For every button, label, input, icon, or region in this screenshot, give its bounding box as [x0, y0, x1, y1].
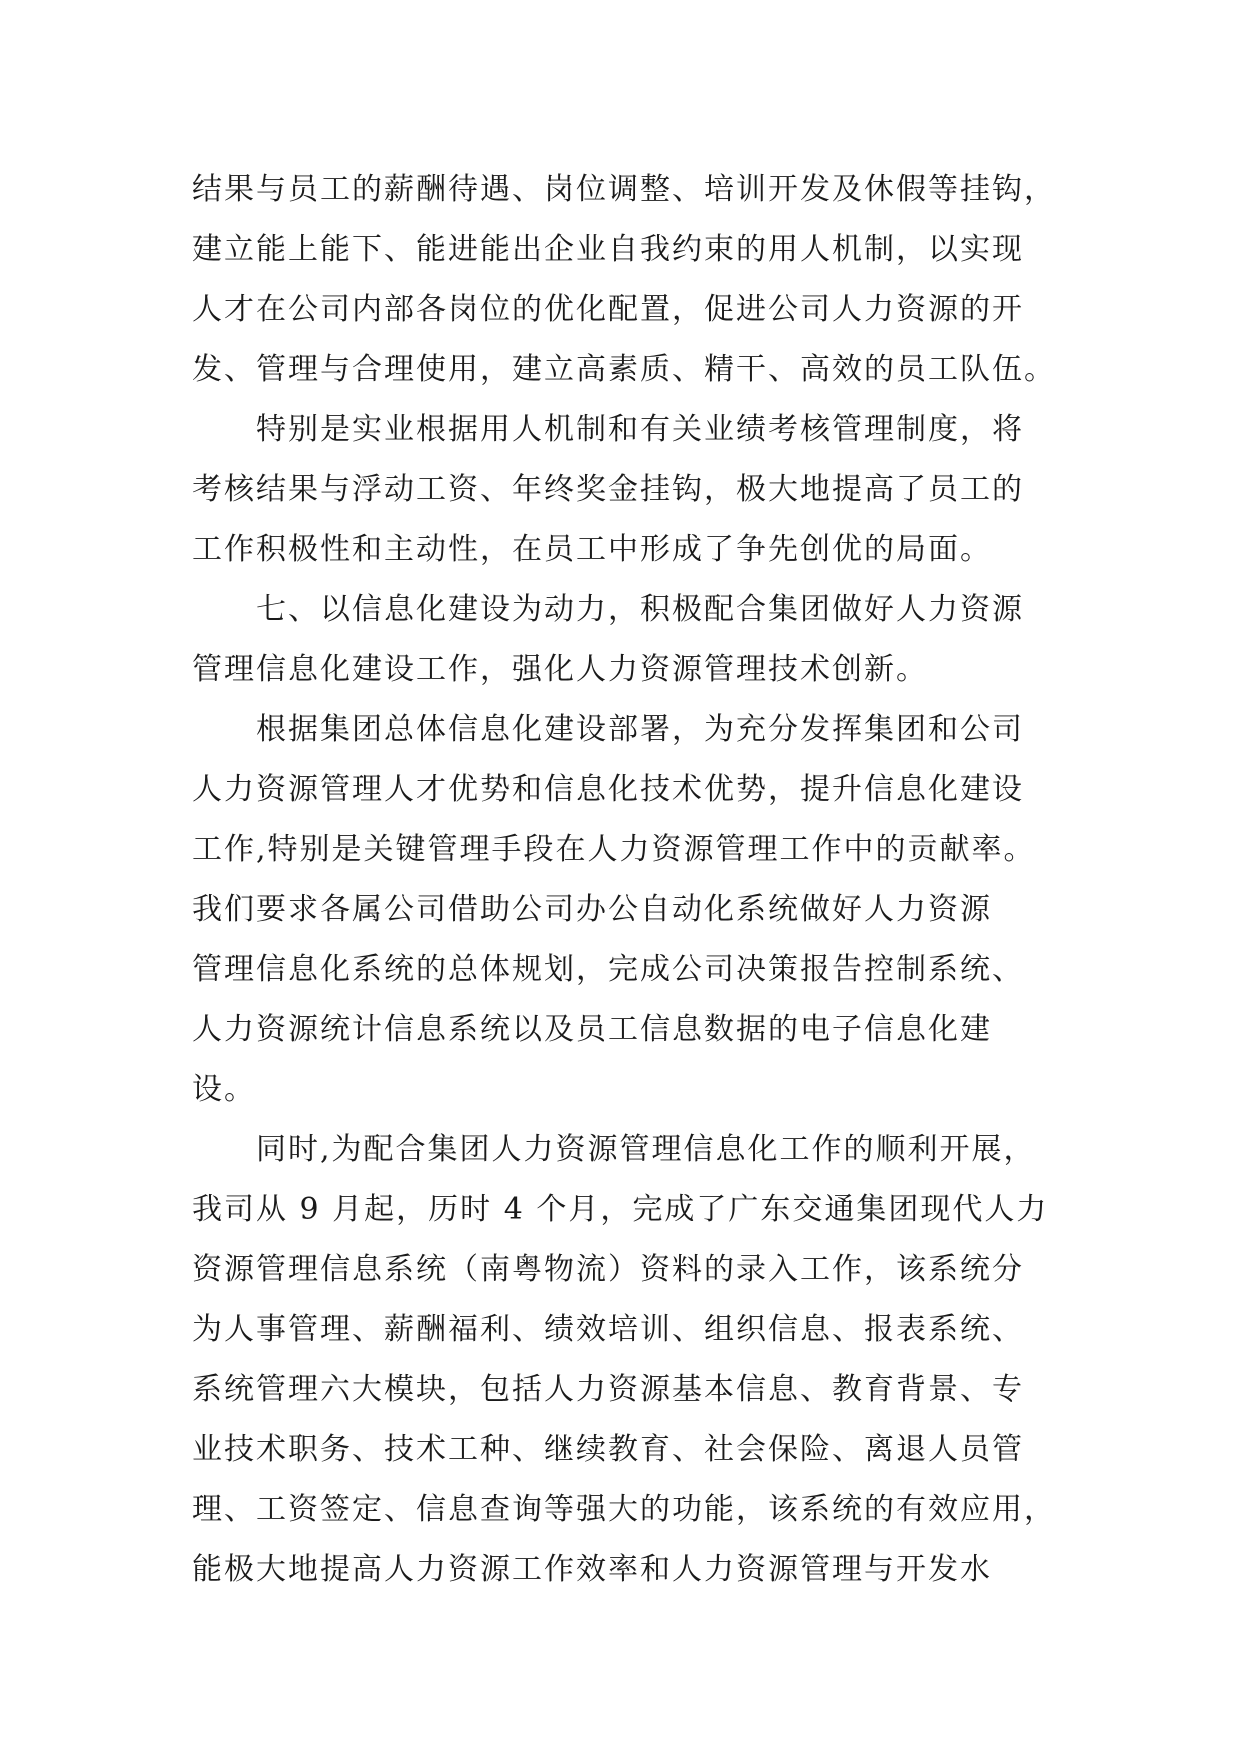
paragraph-2-line-3: 工作积极性和主动性，在员工中形成了争先创优的局面。 [192, 532, 992, 567]
paragraph-4-line-3: 工作,特别是关键管理手段在人力资源管理工作中的贡献率。 [192, 832, 1036, 867]
paragraph-1-line-1: 结果与员工的薪酬待遇、岗位调整、培训开发及休假等挂钩， [192, 172, 1056, 207]
paragraph-1-line-3: 人才在公司内部各岗位的优化配置，促进公司人力资源的开 [192, 292, 1024, 327]
document-body [192, 160, 1056, 1600]
paragraph-5-line-6: 业技术职务、技术工种、继续教育、社会保险、离退人员管 [192, 1432, 1024, 1467]
paragraph-2-line-2: 考核结果与浮动工资、年终奖金挂钩，极大地提高了员工的 [192, 472, 1024, 507]
paragraph-4-line-5: 管理信息化系统的总体规划，完成公司决策报告控制系统、 [192, 952, 1024, 987]
paragraph-5-line-2: 我司从 9 月起，历时 4 个月，完成了广东交通集团现代人力 [192, 1192, 1049, 1227]
paragraph-1-line-4: 发、管理与合理使用，建立高素质、精干、高效的员工队伍。 [192, 352, 1056, 387]
paragraph-4-line-7: 设。 [192, 1072, 256, 1107]
paragraph-5-line-8: 能极大地提高人力资源工作效率和人力资源管理与开发水 [192, 1552, 992, 1587]
paragraph-4-line-4: 我们要求各属公司借助公司办公自动化系统做好人力资源 [192, 892, 992, 927]
paragraph-5-line-3: 资源管理信息系统（南粤物流）资料的录入工作，该系统分 [192, 1252, 1024, 1287]
paragraph-1-line-2: 建立能上能下、能进能出企业自我约束的用人机制，以实现 [192, 232, 1024, 267]
paragraph-4-line-1: 根据集团总体信息化建设部署，为充分发挥集团和公司 [256, 712, 1024, 747]
paragraph-4-line-6: 人力资源统计信息系统以及员工信息数据的电子信息化建 [192, 1012, 992, 1047]
section-heading-line-1: 七、以信息化建设为动力，积极配合集团做好人力资源 [256, 592, 1024, 627]
paragraph-4-line-2: 人力资源管理人才优势和信息化技术优势，提升信息化建设 [192, 772, 1024, 807]
paragraph-5-line-5: 系统管理六大模块，包括人力资源基本信息、教育背景、专 [192, 1372, 1024, 1407]
paragraph-5-line-4: 为人事管理、薪酬福利、绩效培训、组织信息、报表系统、 [192, 1312, 1024, 1347]
paragraph-5-line-1: 同时,为配合集团人力资源管理信息化工作的顺利开展， [256, 1132, 1036, 1167]
paragraph-2-line-1: 特别是实业根据用人机制和有关业绩考核管理制度，将 [256, 412, 1024, 447]
paragraph-5-line-7: 理、工资签定、信息查询等强大的功能，该系统的有效应用， [192, 1492, 1056, 1527]
section-heading-line-2: 管理信息化建设工作，强化人力资源管理技术创新。 [192, 652, 928, 687]
